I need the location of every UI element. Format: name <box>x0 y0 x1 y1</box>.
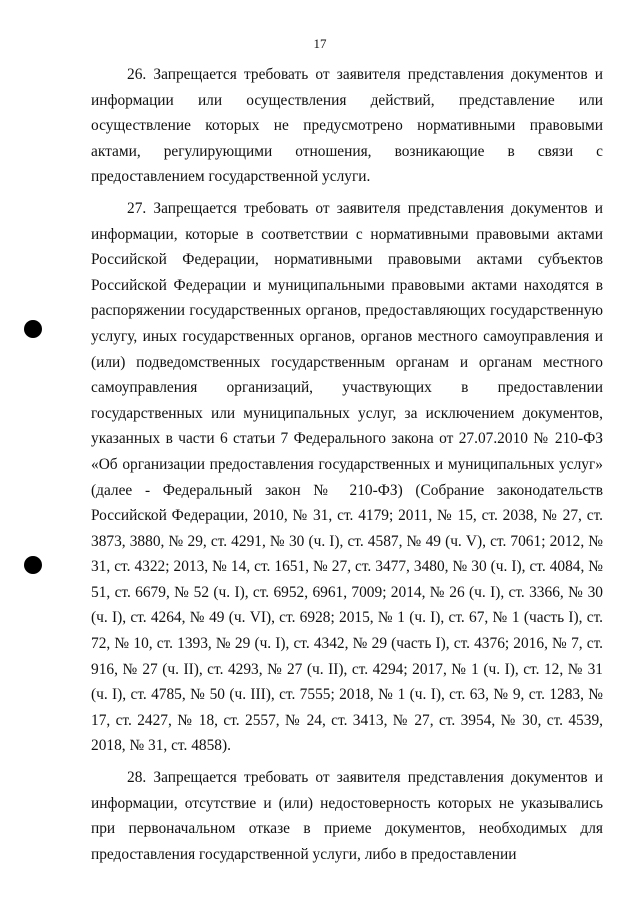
document-body <box>91 62 603 873</box>
page-number: 17 <box>313 36 327 51</box>
paragraph-28: 28. Запрещается требовать от заявителя представления документов и информации, отсутствие и (или) недостоверность которых не указывались при первоначальном отказе в приеме документов, необходимых для предоставления государственной услуги, либо в предоставлении <box>91 769 603 863</box>
paragraph-27: 27. Запрещается требовать от заявителя представления документов и информации, которые в соответствии с нормативными правовыми актами Российской Федерации, нормативными правовыми актами субъектов Российской Федерации и муниципальными правовыми актами находятся в распоряжении государственных органов, предоставляющих государственную услугу, иных государственных органов, органов местного самоуправления и (или) подведомственных государственным органам и органам местного самоуправления организаций, участвующих в предоставлении государственных или муниципальных услуг, за исключением документов, указанных в части 6 статьи 7 Федерального закона от 27.07.2010 № 210-ФЗ «Об организации предоставления государственных и муниципальных услуг» (далее - Федеральный закон № 210-ФЗ) (Собрание законодательств Российской Федерации, 2010, № 31, ст. 4179; 2011, № 15, ст. 2038, № 27, ст. 3873, 3880, № 29, ст. 4291, № 30 (ч. I), ст. 4587, № 49 (ч. V), ст. 7061; 2012, № 31, ст. 4322; 2013, № 14, ст. 1651, № 27, ст. 3477, 3480, № 30 (ч. I), ст. 4084, № 51, ст. 6679, № 52 (ч. I), ст. 6952, 6961, 7009; 2014, № 26 (ч. I), ст. 3366, № 30 (ч. I), ст. 4264, № 49 (ч. VI), ст. 6928; 2015, № 1 (ч. I), ст. 67, № 1 (часть I), ст. 72, № 10, ст. 1393, № 29 (ч. I), ст. 4342, № 29 (часть I), ст. 4376; 2016, № 7, ст. 916, № 27 (ч. II), ст. 4293, № 27 (ч. II), ст. 4294; 2017, № 1 (ч. I), ст. 12, № 31 (ч. I), ст. 4785, № 50 (ч. III), ст. 7555; 2018, № 1 (ч. I), ст. 63, № 9, ст. 1283, № 17, ст. 2427, № 18, ст. 2557, № 24, ст. 3413, № 27, ст. 3954, № 30, ст. 4539, 2018, № 31, ст. 4858). <box>91 199 603 755</box>
punch-hole <box>24 556 42 574</box>
punch-hole <box>24 320 42 338</box>
paragraph-26: 26. Запрещается требовать от заявителя представления документов и информации или осуществления действий, представление или осуществление которых не предусмотрено нормативными правовыми актами, регулирующими отношения, возникающие в связи с предоставлением государственной услуги. <box>91 66 603 186</box>
